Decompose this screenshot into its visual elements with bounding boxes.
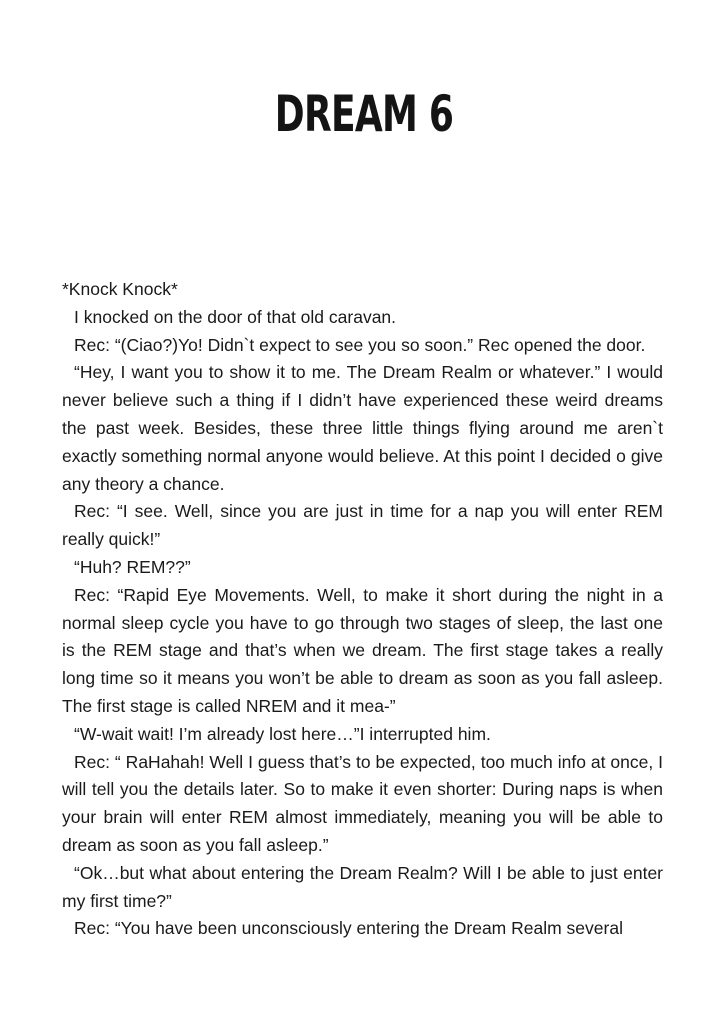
paragraph: Rec: “I see. Well, since you are just in time for a nap you will enter REM really quick!” bbox=[62, 501, 663, 550]
paragraph: Rec: “ RaHahah! Well I guess that’s to be expected, too much info at once, I will tell you the details later. So to make it even shorter: During naps is when your brain will enter REM almost immediately, meaning you will be able to dream as soon as you fall asleep.” bbox=[62, 751, 663, 855]
paragraph: Rec: “You have been unconsciously entering the Dream Realm several bbox=[74, 918, 623, 939]
story-text bbox=[62, 276, 663, 943]
paragraph: Rec: “(Ciao?)Yo! Didn`t expect to see you so soon.” Rec opened the door. bbox=[74, 334, 646, 355]
paragraph: “Ok…but what about entering the Dream Realm? Will I be able to just enter my first time?” bbox=[62, 862, 663, 911]
paragraph: *Knock Knock* bbox=[62, 279, 178, 299]
chapter-title: DREAM 6 bbox=[274, 85, 454, 143]
paragraph: “Huh? REM??” bbox=[74, 556, 191, 577]
paragraph: Rec: “Rapid Eye Movements. Well, to make it short during the night in a normal sleep cycle you have to go through two stages of sleep, the last one is the REM stage and that’s when we dream. The first stage takes a really long time so it means you won’t be able to dream as soon as you fall asleep. The first stage is called NREM and it mea-” bbox=[62, 584, 663, 716]
paragraph: “W-wait wait! I’m already lost here…”I interrupted him. bbox=[74, 723, 491, 744]
paragraph: “Hey, I want you to show it to me. The Dream Realm or whatever.” I would never believe such a thing if I didn’t have experienced these weird dreams the past week. Besides, these three little things flying around me aren`t exactly something normal anyone would believe. At this point I decided o give any theory a chance. bbox=[62, 362, 663, 494]
paragraph: I knocked on the door of that old caravan. bbox=[74, 306, 397, 327]
